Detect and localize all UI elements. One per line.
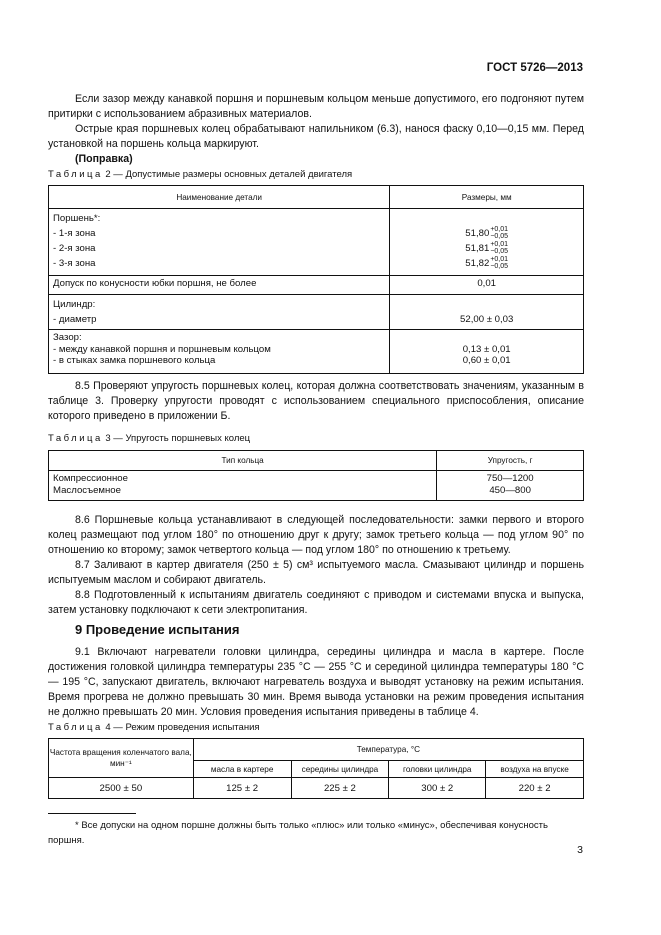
temp-intake-air-value: 220 ± 2 <box>486 778 584 799</box>
paragraph-8-5: 8.5 Проверяют упругость поршневых колец, которая должна соответствовать значениям, указанным в таблице 3. Проверку упругости проводят с использованием специального приспособления, описание которого приведено в приложении Б. <box>48 380 584 422</box>
ring-elasticity: 450—800 <box>489 485 531 496</box>
paragraph-9-1: 9.1 Включают нагреватели головки цилиндра, середины цилиндра и масла в картере. После достижения головкой цилиндра температуры 235 °С — 255 °С и серединой цилиндра температуры 180 °С — 195 °С, запускают двигатель, включают нагреватель воздуха и выводят установку на режим испытания. Время прогрева не должно превышать 30 мин. Время вывода установки на режим проведения испытания не должно превышать 20 мин. Условия проведения испытания приведены в таблице 4. <box>48 646 584 718</box>
clearance-value: 0,13 ± 0,01 <box>462 343 511 355</box>
zone-size: 51,81 +0,01 −0,05 <box>465 241 509 256</box>
table2-caption: Таблица 2 — Допустимые размеры основных деталей двигателя <box>48 169 353 180</box>
table-row <box>49 209 584 276</box>
table4-test-mode <box>48 738 584 799</box>
table4-header-speed: Частота вращения коленчатого вала, мин⁻¹ <box>49 739 194 778</box>
clearance-label: - в стыках замка поршневого кольца <box>53 355 216 366</box>
table2-dimensions <box>48 185 584 374</box>
ring-type: Компрессионное <box>53 473 128 484</box>
piston-title: Поршень*: <box>53 213 101 224</box>
table-row <box>49 295 584 330</box>
zone-label: - 2-я зона <box>53 243 96 254</box>
table4-header-temperature: Температура, °С <box>193 739 583 761</box>
paragraph-8-6: 8.6 Поршневые кольца устанавливают в следующей последовательности: замки первого и второго колец размещают под углом 180° по отношению друг к другу; замок третьего кольца — под углом 90° по отношению ко второму; замок четвертого кольца — под углом 180° по отношению к третьему. <box>48 514 584 556</box>
table-row <box>49 330 584 374</box>
clearance-title: Зазор: <box>53 332 82 343</box>
table3-caption: Таблица 3 — Упругость поршневых колец <box>48 433 251 444</box>
paragraph-fitting: Если зазор между канавкой поршня и поршневым кольцом меньше допустимого, его подгоняют путем притирки с использованием абразивных материалов. <box>48 93 584 120</box>
table-row <box>49 471 584 501</box>
intro-text <box>48 92 584 167</box>
amendment-note: (Поправка) <box>75 153 133 165</box>
table2-header-part: Наименование детали <box>49 186 390 209</box>
footnote: * Все допуски на одном поршне должны быть только «плюс» или только «минус», обеспечивая конусность поршня. <box>48 820 548 846</box>
footnote-divider <box>48 813 136 814</box>
clearance-value: 0,60 ± 0,01 <box>462 355 511 366</box>
paragraph-8-8: 8.8 Подготовленный к испытаниям двигатель соединяют с приводом и системами впуска и выпуска, затем установку подключают к сети электропитания. <box>48 589 584 616</box>
speed-value: 2500 ± 50 <box>49 778 194 799</box>
ring-type: Маслосъемное <box>53 485 121 496</box>
cylinder-value: 52,00 ± 0,03 <box>460 314 514 325</box>
zone-size: 51,82 +0,01 −0,05 <box>465 256 509 271</box>
temp-cylinder-head-value: 300 ± 2 <box>389 778 486 799</box>
table3-header-type: Тип кольца <box>49 451 437 471</box>
table3-elasticity <box>48 450 584 501</box>
table3-header-value: Упругость, г <box>437 451 584 471</box>
paragraph-chamfer: Острые края поршневых колец обрабатывают напильником (6.3), нанося фаску 0,10—0,15 мм. Перед установкой на поршень кольца маркируют. <box>48 123 584 150</box>
clearance-label: - между канавкой поршня и поршневым кольцом <box>53 343 271 355</box>
taper-label: Допуск по конусности юбки поршня, не более <box>49 276 390 295</box>
table4-subheader: середины цилиндра <box>291 761 389 778</box>
ring-elasticity: 750—1200 <box>486 473 534 484</box>
table2-header-size: Размеры, мм <box>390 186 584 209</box>
cylinder-label: - диаметр <box>53 314 97 325</box>
zone-size: 51,80 +0,01 −0,05 <box>465 226 509 241</box>
page-number: 3 <box>577 844 583 856</box>
table4-caption: Таблица 4 — Режим проведения испытания <box>48 722 260 733</box>
table4-subheader: головки цилиндра <box>389 761 486 778</box>
document-code: ГОСТ 5726—2013 <box>486 62 583 74</box>
table4-subheader: масла в картере <box>193 761 291 778</box>
table4-subheader: воздуха на впуске <box>486 761 584 778</box>
table-row <box>49 276 584 295</box>
paragraph-8-7: 8.7 Заливают в картер двигателя (250 ± 5) см³ испытуемого масла. Смазывают цилиндр и поршень испытуемым маслом и собирают двигатель. <box>48 559 584 586</box>
temp-oil-value: 125 ± 2 <box>193 778 291 799</box>
temp-cylinder-mid-value: 225 ± 2 <box>291 778 389 799</box>
table-row <box>49 778 584 799</box>
taper-value: 0,01 <box>390 276 584 295</box>
zone-label: - 3-я зона <box>53 258 96 269</box>
paragraphs-8-6-8-8 <box>48 513 584 618</box>
section-9-heading: 9 Проведение испытания <box>75 622 240 637</box>
zone-label: - 1-я зона <box>53 228 96 239</box>
cylinder-title: Цилиндр: <box>53 299 96 310</box>
